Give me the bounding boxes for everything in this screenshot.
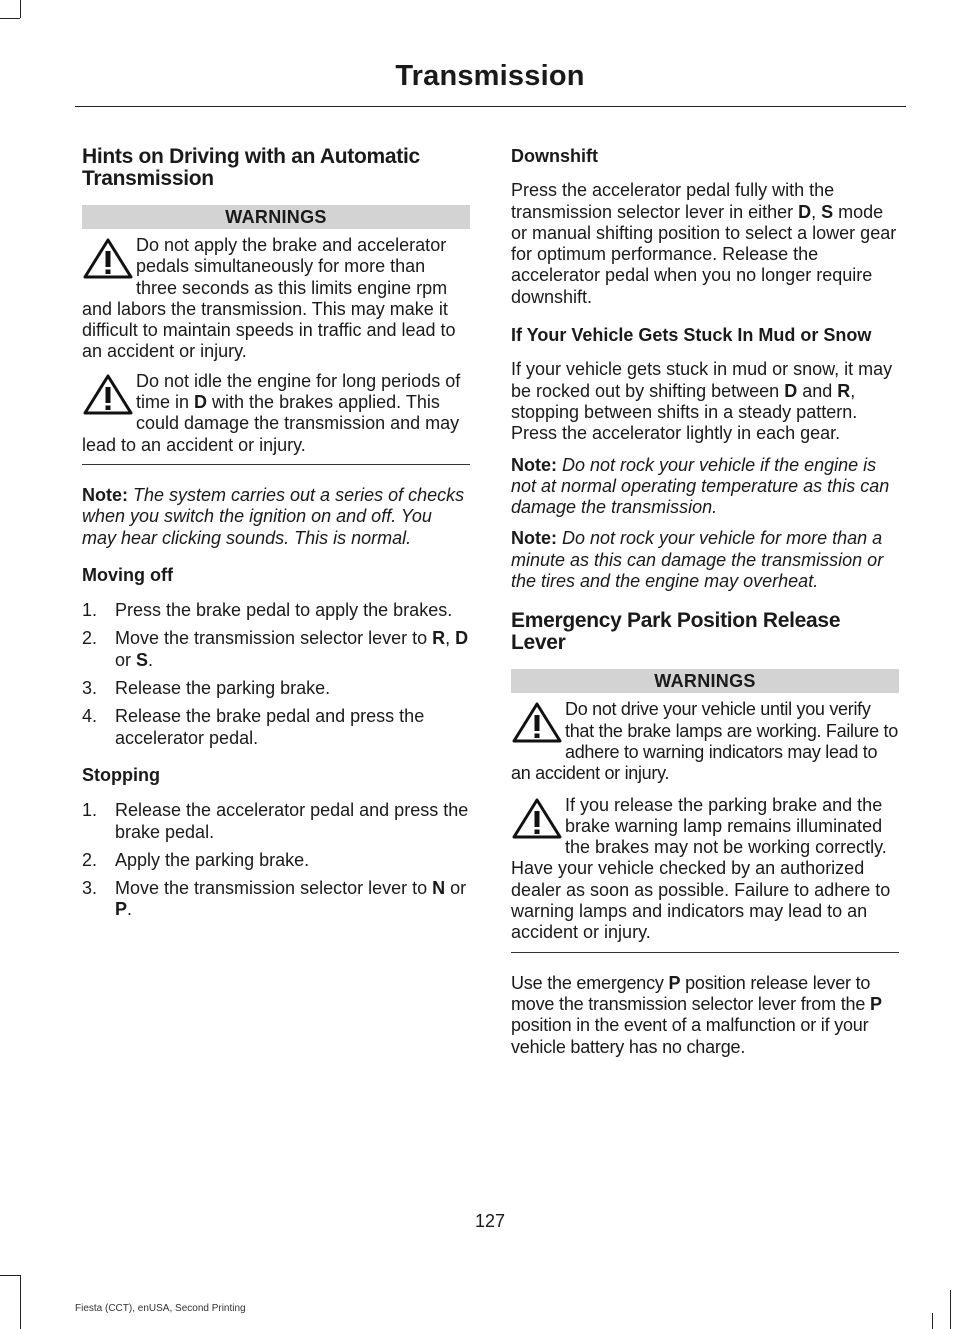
crop-mark-bottom-left-v [20, 1275, 21, 1329]
section-heading-emergency: Emergency Park Position Release Lever [511, 609, 841, 654]
note: Note: The system carries out a series of checks when you switch the ignition on and off. You may hear clicking sounds. This is normal. [82, 484, 465, 548]
stuck-text: If your vehicle gets stuck in mud or snow, it may be rocked out by shifting between D and R, stopping between shifts in a steady pattern. Press the accelerator lightly in each gear. [511, 359, 893, 444]
note: Note: Do not rock your vehicle if the engine is not at normal operating temperature as this can damage the transmission. [511, 454, 890, 518]
warnings-divider [511, 952, 899, 953]
subheading-moving-off: Moving off [82, 564, 173, 585]
crop-mark-bottom-right-v2 [950, 1290, 951, 1329]
warning-text: Do not apply the brake and accelerator pedals simultaneously for more than three seconds as this limits engine rpm and labors the transmission. This may make it difficult to maintain speeds in traffic and lead to an accident or injury. [82, 235, 456, 362]
stopping-list [82, 800, 470, 920]
warning-triangle-icon [511, 701, 563, 745]
crop-mark-top-left-h [0, 18, 20, 19]
subheading-stopping: Stopping [82, 764, 160, 785]
title-rule [75, 106, 906, 107]
subheading-downshift: Downshift [511, 146, 598, 166]
left-column [82, 146, 470, 921]
downshift-text: Press the accelerator pedal fully with the transmission selector lever in either D, S mode or manual shifting position to select a lower gear for optimum performance. Release the accelerator pedal when you no longer require downshift. [511, 180, 897, 307]
warning-triangle-icon [511, 797, 563, 841]
footer-text: Fiesta (CCT), enUSA, Second Printing [75, 1303, 246, 1314]
warning-triangle-icon [82, 237, 134, 281]
page-title: Transmission [395, 60, 585, 92]
warnings-divider [82, 464, 470, 465]
crop-mark-top-left-v [20, 0, 21, 18]
page-number: 127 [474, 1211, 506, 1231]
moving-off-list [82, 600, 470, 749]
list-item: 3. Release the parking brake. [82, 678, 331, 699]
warning-item [82, 371, 470, 456]
warning-item [511, 795, 899, 944]
crop-mark-bottom-right-v1 [932, 1313, 933, 1329]
warning-item [82, 235, 470, 363]
note: Note: Do not rock your vehicle for more than a minute as this can damage the transmission or the tires and the engine may overheat. [511, 528, 884, 592]
list-item: 4. Release the brake pedal and press the accelerator pedal. [82, 706, 425, 748]
list-item: 2. Apply the parking brake. [82, 849, 310, 870]
warning-text: Do not idle the engine for long periods of time in D with the brakes applied. This could damage the transmission and may lead to an accident or injury. [82, 370, 461, 455]
right-column [511, 146, 899, 1058]
warnings-header: WARNINGS [82, 205, 470, 229]
subheading-stuck: If Your Vehicle Gets Stuck In Mud or Snow [511, 325, 872, 346]
warning-text: If you release the parking brake and the brake warning lamp remains illuminated the brakes may not be working correctly. Have your vehicle checked by an authorized dealer as soon as possible. Failure to adhere to warning lamps and indicators may lead to an accident or injury. [511, 794, 891, 943]
list-item: 1. Release the accelerator pedal and press the brake pedal. [82, 800, 469, 842]
warning-item [511, 699, 899, 784]
list-item: 3. Move the transmission selector lever to N or P. [82, 878, 467, 920]
crop-mark-bottom-left-h [0, 1275, 20, 1276]
warning-text: Do not drive your vehicle until you verify that the brake lamps are working. Failure to adhere to warning indicators may lead to an accident or injury. [511, 699, 898, 784]
emergency-text: Use the emergency P position release lever to move the transmission selector lever from the P position in the event of a malfunction or if your vehicle battery has no charge. [511, 972, 882, 1057]
list-item: 1. Press the brake pedal to apply the brakes. [82, 600, 453, 621]
warnings-header: WARNINGS [511, 669, 899, 693]
list-item: 2. Move the transmission selector lever to R, D or S. [82, 628, 469, 670]
warning-triangle-icon [82, 373, 134, 417]
section-heading-hints: Hints on Driving with an Automatic Transmission [82, 145, 420, 190]
